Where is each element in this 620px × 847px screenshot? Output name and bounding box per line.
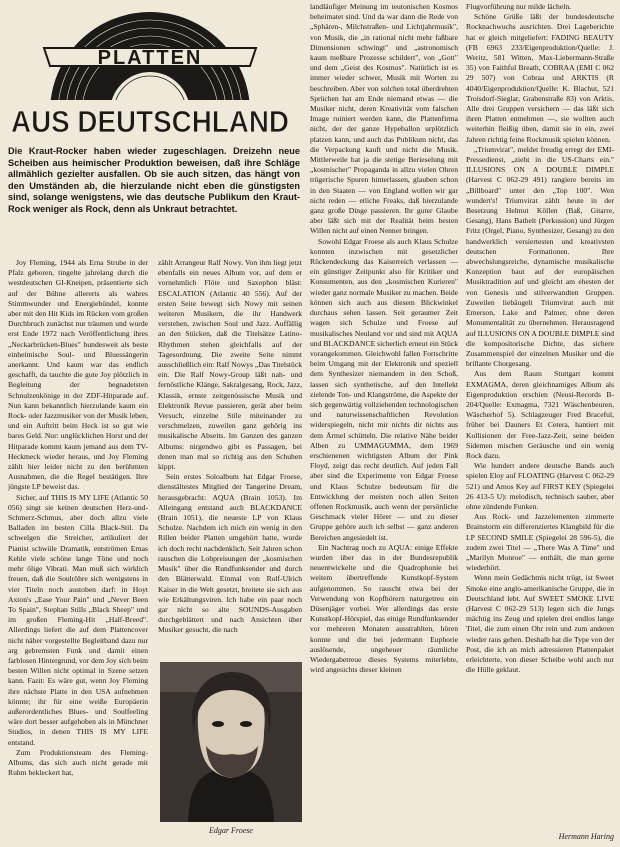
paragraph: zählt Arrangeur Ralf Nowy. Von ihm liegt jetzt ebenfalls ein neues Album vor, auf dem er vornehmlich Flöte und Saxophon bläst: ESCALATION (Atlantic 40 556). Auf der ersten Seite bewegt sich Nowy mit seinen weiteren Musikern, die ihr Handwerk verstehen, zwischen Soul und Jazz. Auffällig an den Stücken, daß die Titelsätze Latino-Rhythmen stehen gleichfalls auf der Tagesordnung. Die zweite Seite nimmt ausschließlich ein: Ralf Nowys „Das Titelstück ein. Die Ralf Nowy-Group läßt nah- und fernöstliche Klänge, Sakralgesang, Rock, Jazz, Klassik, ernste zeitgenössische Musik und Elektronik Revue passieren, gerät aber beim Versuch, einzelne Stile miteinander zu verschmelzen, zuweilen ganz gehörig ins musikalische Abseits. Im Ganzen des ganzen Albums: nirgendwo gibt es Passagen, bei denen man mal so richtig aus den Schuhen kippt. — [158, 258, 302, 472]
paragraph: Ein Nachtrag noch zu AQUA: einige Effekte wurden über das in der Bundesrepublik neuentwickelte und die Quadrophonie bei weitem übertreffende Kunstkopf-System aufgenommen. So rauscht etwa bei der Verwendung von Kopfhörern naturgetreu ein Düsenjäger vorbei. Wer allerdings das erste Kunstkopf-Hörspiel, das einige Rundfunksender vor mehreren Monaten ausstrahlten, hören konnte und die bei jedermann Euphorie auslösende, ungeheuer räumliche Wiedergabetreue dieses Systems miterlebte, wird angesichts dieser kleinen — [310, 542, 458, 675]
portrait-photo — [160, 662, 302, 822]
paragraph: landläufiger Meinung im teutonischen Kosmos beheimatet sind. Und da war dann die Rede von „Sphären-, Milchstraßen- und Lichtjahrmusik", von Musik, die „in rational nicht mehr faßbare Dimensionen schwingt" und „astronomisch kaum meßbare Prozesse schildert", von „Gott" und dem „Geist des Kosmos". Natürlich ist es immer wieder schwer, Musik mit Worten zu beschreiben. Aber von solchen total überdrehten Sprüchen hat am Ende niemand etwas — die Musiker nicht, deren Kreativität vom falschen Image ruiniert werden kann, die Plattenfirma nicht, der der ganze Hypeballon urplötzlich platzen kann, und auch das Publikum nicht, das die Verpackung kauft und nicht die Musik. Mittlerweile hat ja die stetige Berieselung mit „kosmischer" Propaganda in allzu vielen Ohren trügerische Spuren hinterlassen, glauben schon in den Staaten — von England wollen wir gar nicht reden — etliche Freaks, daß hierzulande ganz große Dinge passieren. Ihr guter Glaube aber läßt sich mit der Realität beim besten Willen nicht auf einen Nenner bringen. — [310, 2, 458, 236]
masthead-title-top: PLATTEN — [97, 47, 203, 69]
paragraph: Joy Fleming, 1944 als Erna Strube in der Pfalz geboren, tingelte jahrelang durch die westdeutschen GI-Kneipen, präsentierte sich auf der Bühne allererts als wahres Stimmwunder und Energiebündel, konnte aber mit den Hit Kids im Rücken vom großen Durchbruch zunächst nur träumen und wurde erst Ende 1972 nach Veröffentlichung ihres „Neckarbrücken-Blues" bundesweit als beste einheimische Soul- und Bluessängerin anerkannt. Und kaum war das endlich geschafft, da tauchte die gute Joy plötzlich in Begleitung der begnadetsten Schnulzenkönige in der ZDF-Hitparade auf. Nun kann bekanntlich hierzulande kaum ein Rock- oder Jazzmusiker von der Musik leben, und ein Auftritt beim Heck ist so gut wie bares Geld. Nur: unglücklichen Horst und der Hitparade kommt kaum jemand aus dem TV-Heckmeck wieder heraus, und Joy Fleming zählt hier leider nicht zu den berühmten Ausnahmen, die die Regel bestätigen. Ihre jüngste LP beweist das. — [8, 258, 148, 492]
masthead-title-bottom: AUS DEUTSCHLAND — [11, 104, 289, 139]
paragraph: Sowohl Edgar Froese als auch Klaus Schulze konnten inzwischen mit gesetzlicher Rückendeckung das Kaiserreich verlassen — ein günstiger Zeitpunkt also für Kritiker und Konsumenten, aus den „kosmischen Kurieren" wieder ganz normale Musiker zu machen. Beide können sich auch aus diesem Blickwinkel durchaus sehen lassen. Seit geraumer Zeit wagen sich Schulze und Froese auf musikalisches Neuland vor und sind mit AQUA und BLACKDANCE sicherlich erneut ein Stück vorangekommen. Gleichwohl fallen Fortschritte beim Umgang mit der Elektronik und speziell dem Synthesizer niemandem in den Schoß, lassen sich synthetische, auf den Intellekt zielende Ton- und Klangströme, die Aspekte der sich gegenwärtig vollziehenden technologischen und naturwissenschaftlichen Revolution widerspiegeln, nicht mir nichts dir nichts aus dem Ärmel schütteln. Die relative Nähe beider Alben zu UMMAGUMMA, dem 1969 erschienenen wichtigsten Album der Pink Floyd, zeigt das recht deutlich. Auf jeden Fall aber sind die Experimente von Edgar Froese und Klaus Schulze bedeutsam für die Entwicklung der meisten noch allen Seiten offenen Rockmusik, auch wenn der persönliche Geschmack vieler Hörer — und zu dieser Gruppe gehöre auch ich selbst — ganz anderen Bereichen angesiedelt ist. — [310, 236, 458, 542]
vinyl-record-logo — [6, 4, 294, 140]
photo-caption: Edgar Froese — [209, 826, 253, 835]
article-column-4 — [466, 2, 614, 842]
edgar-froese-portrait — [160, 662, 302, 822]
paragraph: Zum Produktionsteam des Fleming-Albums, das sich auch nicht gerade mit Ruhm bekleckert hat, — [8, 747, 148, 778]
paragraph: „Triumvirat", meldet freudig erregt der EMI-Pressedienst, „zieht in die US-Charts ein." ILLUSIONS ON A DOUBLE DIMPLE (Harvest C 062-29 491) rangiere bereits im „Billboard" unter den „Top 100". Wen wundert's! Triumvirat zählt heute in der Besetzung Helmut Köllen (Baß, Gitarre, Gesang), Hans Bathelt (Perkussion) und Jürgen Fritz (Orgel, Piano, Synthesizer, Gesang) zu den handwerklich versiertesten und kreativsten deutschen Formationen. Ihre abwechslungsreiche, dynamische musikalische Konzeption baut auf der europäischen Musiktradition auf und gleicht am ehesten der von Genesis und stilverwandten Gruppen. Zuweilen liebäugelt Triumvirat auch mit Emerson, Lake and Palmer, ohne deren Monumentalität zu übernehmen. Herausragend auf ILLUSIONS ON A DOUBLE DIMPLE sind die kompositorische Dichte, das sichere Zusammenspiel der einzelnen Musiker und die brillante Chorgesang. — [466, 144, 614, 369]
article-column-3 — [310, 2, 458, 842]
article-column-2 — [158, 258, 302, 658]
paragraph: Sicher, auf THIS IS MY LIFE (Atlantic 50 056) singt sie keinen deutschen Herz-und-Schmerz-Schmus, aber doch allzu viele Balladen im besten Cilla Black-Stil. Da schwelgen die Streicher, artikuliert der Pianist schwüle Dramatik, entströmen Ernas Kehle viele schöne lange Töne und noch mehr ölige Vibrati. Man muß sich wirklich freuen, daß die Soulröhre sich wenigstens in vier Titeln noch austoben darf: in Hoyt Axton's „Ease Your Pain" und „Never Been To Spain", Stephan Stills „Black Sheep" und im großen Fleming-Hit „Half-Breed". Allerdings liefert die auf dem Plattencover nicht näher vorgestellte Begleitband dazu nur arg gebremsten Funk und damit einen farblosen Hintergrund, vor dem Joy sich beim besten Willen nicht optimal in Szene setzen kann. Fazit: Es wäre gut, wenn Joy Fleming ihre nächste Platte in den USA aufnehmen könnte; ihr für eine weiße Europäerin außerordentliches Blues- und Soulfeeling wäre dort besser aufgehoben als in Münchner Studios, in denen THIS IS MY LIFE entstand. — [8, 492, 148, 747]
paragraph: Schöne Grüße läßt der bundesdeutsche Rocknachwuchs ausrichten. Drei Lageberichte hat er gleich mitgeliefert: FADING BEAUTY (FB 6963 233/Eigenproduktion/Quelle: J. Weritz, 581 Witten, Max-Liebermann-Straße 35) von Faithful Breath, COBRAA (EMI C 062 29 507) von Cobraa und ARKTIS (R 4040/Eigenproduktion/Quelle: K. Blachut, 521 Troisdorf-Sieglar, Grabenstraße 83) von Arktis. Alle drei Gruppen versichern — das läßt sich ihren Platten entnehmen —, sie wollten auch weiterhin fleißig üben, damit sie in ein, zwei Jahren richtig feine Rockmusik spielen können. — [466, 12, 614, 144]
paragraph: Wenn mein Gedächtnis nicht trügt, ist Sweet Smoke eine anglo-amerikanische Gruppe, die in Deutschland lebt. Auf SWEET SMOKE LIVE (Harvest C 062-29 513) legen sich die Jungs mächtig ins Zeug und spielen drei endlos lange Titel, die zum einen Ohr rein und zum anderen wieder raus gehen. Deshalb hat die Type von der Post, die ich an mich adressieren Plattenpaket erleichterte, von dieser Scheibe wohl auch nur die Hülle geklaut. — [466, 573, 614, 675]
author-byline: Hermann Haring — [558, 832, 614, 841]
paragraph: Wie hundert andere deutsche Bands auch spielen Eloy auf FLOATING (Harvest C 062-29 521) und Amos Key auf FIRST KEY (Spiegelei 26 413-5 U): melodisch, technisch sauber, aber ohne zündende Funken. — [466, 461, 614, 511]
paragraph: Aus Rock- und Jazzelementen zimmerte Brainstorm ein differenziertes Klangbild für die LP SECOND SMILE (Spiegelei 28 596-5), die zudem zwei Titel — „There Was A Time" und „Marilyn Monroe" — enthält, die man gerne wiederhört. — [466, 512, 614, 573]
masthead-logo — [6, 4, 294, 140]
paragraph: Aus dem Raum Stuttgart kommt EXMAGMA, deren gleichnamiges Album als Eigenproduktion erschien (Neusi-Records B-204/Quelle: Exmagma, 7321 Wäschenbeuren, Wäscherhof 5). Schlagzeuger Fred Braceful, früher bei Dauners Et Cetera, hantiert mit Kollisionen der Free-Jazz-Zeit, seine beiden Sidemen mischen Geräusche und ein wenig Rock dazu. — [466, 369, 614, 460]
article-column-1 — [8, 258, 148, 840]
paragraph: Sein erstes Soloalbum hat Edgar Froese, dienstältestes Mitglied der Tangerine Dream, herausgebracht: AQUA (Brain 1053). Im Alleingang entstand auch BLACKDANCE (Brain 1051), die neueste LP von Klaus Schulze. Nachdem ich mich ein wenig in den Rillen beider Platten umgehört hatte, wurde ich doch recht nachdenklich. Seit Jahren schon rauschen die Lobpreisungen der „kosmischen Musik" über die Rundfunksender und durch den Blätterwald. Einmal von Rolf-Ulrich Kaiser in die Welt gesetzt, breitete sie sich aus wie Erkältungsviren. Ich habe ein paar noch gar nicht so alte SOUNDS-Ausgaben durchgeblättert und nach Ansichten über Musiker gesucht, die nach — [158, 472, 302, 635]
lede-paragraph: Die Kraut-Rocker haben wieder zugeschlagen. Dreizehn neue Scheiben aus heimischer Produktion beweisen, daß ihre Schläge allmählich gezielter ausfallen. Ob sie auch sitzen, das hängt von den Umständen ab, die hierzulande nicht eben die günstigsten sind, solange wenigstens, wie das deutsche Publikum den Kraut-Rock weniger als Rock, denn als Unkraut betrachtet. — [8, 146, 300, 214]
paragraph: Flugvorführung nur milde lächeln. — [466, 2, 572, 11]
